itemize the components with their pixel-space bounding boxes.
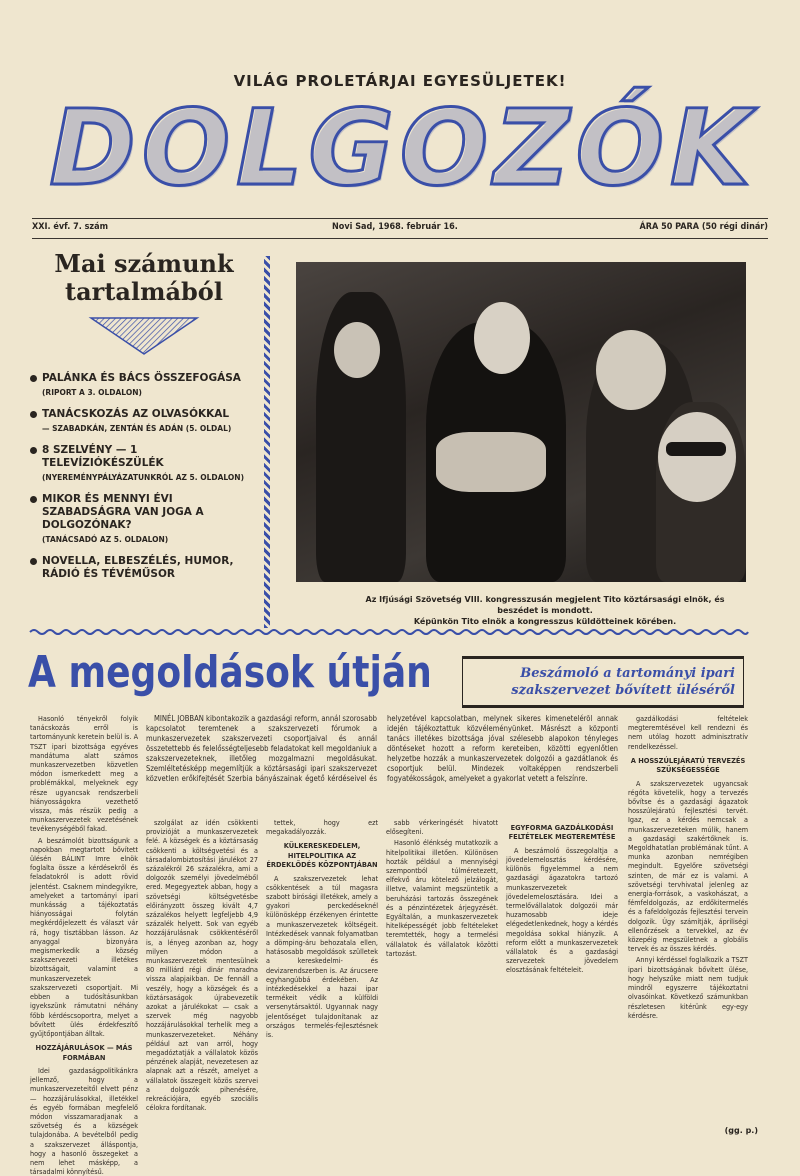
- photo-face-tito: [596, 330, 666, 410]
- article-column-1: [30, 714, 138, 1176]
- subhead-line-2: szakszervezet bővített üléséről: [511, 683, 735, 698]
- paragraph: sabb vérkeringését hivatott elősegíteni.: [386, 818, 498, 837]
- column-2-paragraphs: [146, 818, 258, 1113]
- contents-item-page-ref: — SZABADKÁN, ZENTÁN ÉS ADÁN (5. OLDAL): [42, 424, 232, 433]
- paragraph: szolgálat az idén csökkenti provizióját a munkaszervezetek felé. A községek és a köztársaság csökkenti a költségvetési és a társadalombiztosítási járulékot 27 százalékról 26 százalékra, ami a dolgozók személyi jövedelméből ered. Megegyeztek abban, hogy a szövetségi költségvetésbe előirányzott összeg kivált 4,7 százalékos helyett legfeljebb 4,9 százalék helyett. Sok van egyéb hozzájárulásnak csökkentéséről is, a lényeg azonban az, hogy milyen módon a munkaszervezetek mentesülnek 80 milliárd régi dinár maradna vissza alapjaikban. De fennáll a veszély, hogy a községek és a köztársaságok újrabevezetik azokat a járulékokat — csak a szervek még nagyobb hozzájárulásokkal terhelik meg a munkaszervezeteket. Néhány például azt van arról, hogy megadóztatják a vállalatok közös pénzének alapját, nevezetesen az alapnak azt a részét, amelyet a vállalatok összegeit közös szervei a dolgozók pihenésére, rekreációjára, egyéb szociális célokra fordítanak.: [146, 818, 258, 1113]
- contents-title-line2: tartalmából: [65, 277, 223, 306]
- article-body: [30, 714, 750, 1176]
- bullet-icon: [30, 496, 37, 503]
- masthead-title: DOLGOZÓK: [49, 87, 757, 209]
- photo-glasses: [666, 442, 726, 456]
- column-6b-paragraphs: [628, 779, 748, 1020]
- paragraph: Idei gazdaságpolitikánkra jellemző, hogy a munkaszervezeteitől elvett pénz — hozzájárulásokkal, illetékkel és egyéb formában megfelelő módon visszamaradjanak a szövetség és a községek tulajdonába. A bevételből pedig a szakszervezet álláspontja, hogy a hasonló összegeket a nem lehet másképp, a társadalmi könnyítésű.: [30, 1065, 138, 1176]
- masthead-bottom-rule: [32, 238, 768, 239]
- column-6-paragraphs: [628, 714, 748, 751]
- contents-item: [30, 372, 258, 398]
- column-5-subheading: EGYFORMA GAZDÁLKODÁSI FELTÉTELEK MEGTEREMTÉSE: [508, 823, 616, 842]
- photo-caption: [345, 594, 745, 627]
- vertical-divider: [264, 256, 270, 628]
- column-3-paragraphs: [266, 818, 378, 836]
- wavy-divider: [30, 628, 748, 636]
- paragraph: Annyi kérdéssel foglalkozik a TSZT ipari bizottságának bővített ülése, hogy helyszűke miatt nem tudjuk mindről egyszerre tájékoztatni olvasóinkat. Következő számunkban részletesen kitérünk egy-egy kérdésre.: [628, 955, 748, 1020]
- photo-face-right: [658, 412, 736, 502]
- contents-item-title: TANÁCSKOZÁS AZ OLVASÓKKAL: [42, 408, 230, 420]
- masthead-top-rule: [32, 218, 768, 219]
- down-arrow-icon: [89, 316, 199, 356]
- contents-item-title: PALÁNKA ÉS BÁCS ÖSSZEFOGÁSA: [42, 372, 241, 384]
- column-1-subheading: HOZZÁJÁRULÁSOK — MÁS FORMÁBAN: [35, 1043, 133, 1062]
- paragraph: A szakszervezetek lehat csökkentések a túl magasra szabott bírósági illetékek, amely a gyakori perckedéseknél különösképp érzékenyen érintette a munkaszervezetek költségeit. Intézkedések vannak folyamatban a dömping-áru behozatala ellen, hatásosabb megoldások szülletek a kereskedelmi- és devizarendszerben is. Az árucsere egyhangúbbá érdekében. Az intézkedésekkel a hazai ipar termékeit védik a külföldi versenytársaktól. Ugyannak nagy jelentőséget tulajdonítanak az országos termelés-fejlesztésnek is.: [266, 873, 378, 1040]
- contents-item-title: 8 SZELVÉNY — 1 TELEVÍZIÓKÉSZÜLÉK: [42, 444, 164, 469]
- paragraph: A beszámolót bizottságunk a napokban megtartott bővített ülésén BÁLINT Imre elnök foglalta össze a kérdésekről és feladatokról is adott rövid jelentést. Csaknem mindegyikre, amelyeket a tartományi ipari munkásság a tájékoztatás hiányosságai folytán megkérdőjelezett és választ vár rá, hogy tisztábban lásson. Az anyaggal bizonyára megismerkedik a község szakszervezeti illetékes bizottságait, valamint a munkaszervezetek szakszervezeti csoportjait. Mi ebben a tudósításunkban igyekszünk rámutatni néhány főbb kérdéscsoportra, melyet a bővített ülés érdekfeszítő gyűjtőpontjában álltak.: [30, 835, 138, 1038]
- volume-number: XXI. évf. 7. szám: [32, 222, 109, 232]
- contents-item-page-ref: (TANÁCSADÓ AZ 5. OLDALON): [42, 535, 169, 544]
- column-5-paragraphs: [506, 846, 618, 975]
- author-signature: (gg. p.): [724, 1126, 758, 1135]
- bullet-icon: [30, 558, 37, 565]
- paragraph: gazdálkodási feltételek megteremtésével kell rendezni és nem utólag hozott adminisztratív rendelkezéssel.: [628, 714, 748, 751]
- contents-list: [30, 372, 258, 581]
- article-column-5: [506, 818, 618, 1134]
- bullet-icon: [30, 375, 37, 382]
- contents-item: [30, 555, 258, 581]
- paragraph: tettek, hogy ezt megakadályozzák.: [266, 818, 378, 837]
- contents-box: [30, 250, 258, 620]
- contents-title-line1: Mai számunk: [54, 249, 234, 278]
- issue-info-line: [32, 222, 768, 238]
- article-column-2: [146, 818, 258, 1134]
- column-3b-paragraphs: [266, 874, 378, 1040]
- paragraph: A beszámoló összegolaltja a jövedelemelosztás kérdésére, különös figyelemmel a nem gazdasági ágazatokra tartozó munkaszervezetek jövedelemelosztására. Idei a termelővállalatok dolgozói már huzamosabb ideje elégedetlenkednek, hogy a kérdés megoldása sokkal hiányzik. A reform előtt a munkaszervezetek vállalatok és a gazdasági szervezetek jövedelem elosztásának feltételeit.: [506, 845, 618, 975]
- column-1b-paragraphs: [30, 1066, 138, 1176]
- paragraph: Hasonló tényekről folyik tanácskozás erről is tartományunk keretein belül is. A TSZT ipari bizottsága egyéves mandátuma alatt számos munkaszervezetben közvetlen módon ismerkedett meg a problémákkal, melyeknek egy része ugyancsak rendszerbeli hiányosságokra vezethető vissza, más részük pedig a munkaszervezetek vezetésének tevékenységéből fakad.: [30, 714, 138, 834]
- contents-item-title: MIKOR ÉS MENNYI ÉVI SZABADSÁGRA VAN JOGA A DOLGOZÓNAK?: [42, 493, 204, 531]
- contents-item: [30, 444, 258, 483]
- place-and-date: Novi Sad, 1968. február 16.: [332, 222, 458, 232]
- column-1-paragraphs: [30, 714, 138, 1038]
- contents-item: [30, 408, 258, 434]
- paragraph: Hasonló élénkség mutatkozik a hitelpolitikai illetően. Különösen hozták például a mennyiségi szempontból túlméretezett, elfekvő áru kötelező jelzálogát, illetve, valamint megszüntetik a beruházási tartozás összegének és a pénzintézetek árjegyzését. Egyáltalán, a munkaszervezetek hitelképességét jobb feltételeket teremtették, hogy a termelési vállalatok és vállalatok közötti tartozást.: [386, 838, 498, 958]
- article-headline: A megoldások útján: [28, 647, 432, 698]
- photo-face-left: [334, 322, 380, 378]
- paragraph: A szakszervezetek ugyancsak régóta követelik, hogy a tervezés bővítse és a gazdasági ágazatok hosszúlejáratú fejlesztési tervét. Igaz, ez a kérdés nemcsak a munkaszervezeteken múlik, hanem a gazdasági szakértőknek is. Megoldhatatlan problémának tűnt. A munka azonban nemrégiben megindult. Egyelőre szövetségi szinten, de már ez is valami. A szövetségi tervhivatal jelenleg az energia-források, a vaskohászat, a fémfeldolgozás, az erdőkitermelés és a fafeldolgozás fejlesztési tervein dolgozik. Úgy számítják, ápriliségi ellenőrzések a tervekkel, az év közepéig megszületnek a globális tervek és az összes kérdés.: [628, 778, 748, 954]
- article-subhead: [462, 656, 744, 708]
- contents-item-title: NOVELLA, ELBESZÉLÉS, HUMOR, RÁDIÓ ÉS TÉVÉMŰSOR: [42, 555, 234, 580]
- congress-photo: [296, 262, 746, 582]
- photo-arms: [436, 432, 546, 492]
- article-lead-block: [146, 714, 618, 810]
- column-6-subheading: A HOSSZÚLEJÁRATÚ TERVEZÉS SZÜKSÉGESSÉGE: [630, 755, 746, 775]
- column-3-subheading: KÜLKERESKEDELEM, HITELPOLITIKA AZ ÉRDEKLŐDÉS KÖZPONTJÁBAN: [266, 841, 378, 870]
- contents-item: [30, 493, 258, 545]
- issue-price: ÁRA 50 PARA (50 régi dinár): [639, 222, 768, 232]
- contents-item-page-ref: (RIPORT A 3. OLDALON): [42, 388, 142, 397]
- contents-item-page-ref: (NYEREMÉNYPÁLYÁZATUNKRÓL AZ 5. OLDALON): [42, 473, 244, 482]
- caption-line-3: Képünkön Tito elnök a kongresszus küldötteinek körében.: [413, 617, 677, 626]
- column-4-paragraphs: [386, 818, 498, 958]
- subhead-line-1: Beszámoló a tartományi ipari: [520, 666, 735, 681]
- bullet-icon: [30, 447, 37, 454]
- article-column-6: [628, 714, 748, 1124]
- caption-line-2: beszédet is mondott.: [497, 606, 593, 615]
- caption-line-1: Az Ifjúsági Szövetség VIII. kongresszusán megjelent Tito köztársasági elnök, és: [365, 595, 725, 604]
- masthead-slogan: VILÁG PROLETÁRJAI EGYESÜLJETEK!: [233, 72, 567, 90]
- lead-paragraph: MINÉL JOBBAN kibontakozik a gazdasági reform, annál szorosabb kapcsolatot teremtenek a szakszervezeti fórumok a munkaszervezetek szakszervezeti csoportjaival és annál összetettebb és felelősségteljesebb feladatokat kell megoldaniuk a szakszervezeteknek, illetőleg mozgalmazni megoldásukat. Szemléltetésképp megemlítjük a köztársasági ipari szakszervezet közvetlen erőkifejtését Szerbia bányászainak égető kérdéseivel és helyzetével kapcsolatban, melynek sikeres kimenetelérõl annak idején tájékoztattuk közvéleményünket. Másrészt a központi tanács illetékes bizottsága jóval szélesebb alapokon tényleges döntéseket hozott a reform kereteiben, közötti egyenlőtlen helyzetbe hozzák a munkaszervezetek dolgozói a gazdátlanok és csoportjuk belül. Mindezek voltaképpen rendszerbeli fogyatékosságok, amelyeket a gyakorlat vetett a felszínre.: [146, 714, 618, 783]
- article-column-3: [266, 818, 378, 1134]
- bullet-icon: [30, 411, 37, 418]
- photo-face-woman: [474, 302, 530, 374]
- article-column-4: [386, 818, 498, 1134]
